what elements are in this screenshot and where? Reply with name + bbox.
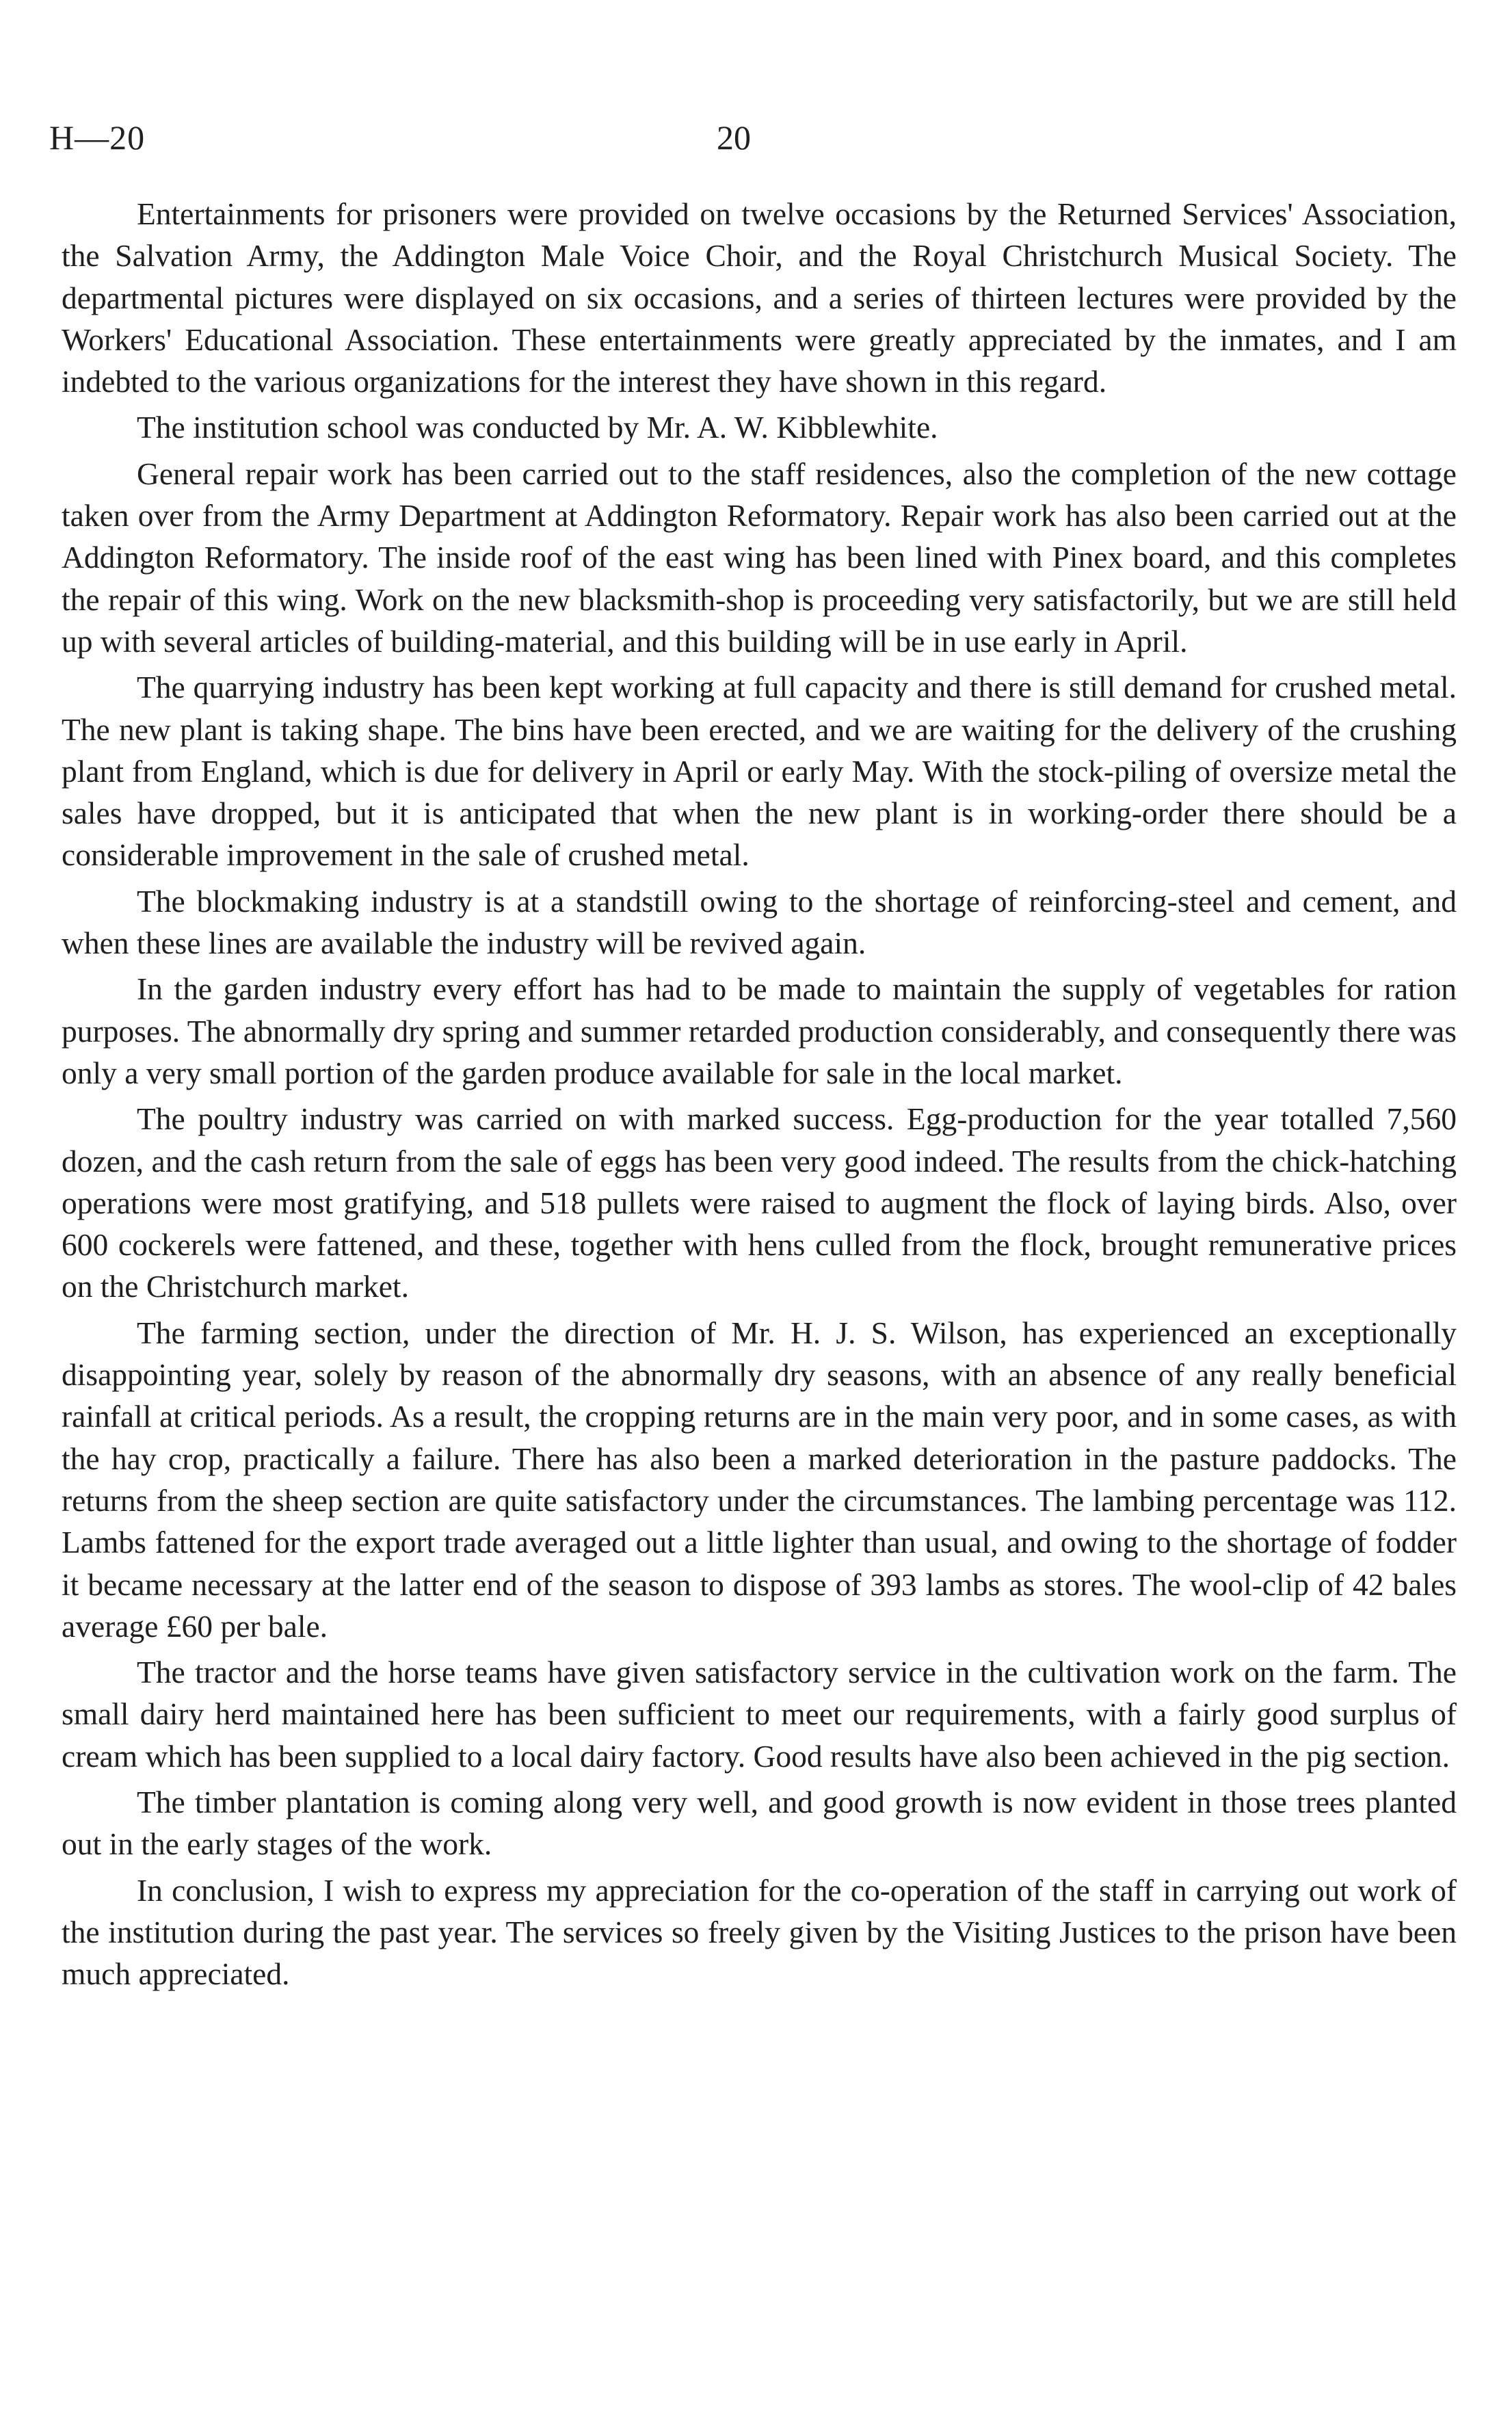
report-reference: H—20 [49, 118, 146, 157]
page-number: 20 [717, 118, 751, 157]
paragraph-school: The institution school was conducted by Mr. A. W. Kibblewhite. [137, 410, 938, 445]
paragraph-timber: The timber plantation is coming along very well, and good growth is now evident in those trees planted out in the early stages of the work. [62, 1784, 1457, 1862]
paragraph-conclusion: In conclusion, I wish to express my appreciation for the co-operation of the staff in carrying out work of the institution during the past year. The services so freely given by the Visiting Justices to the prison have been much appreciated. [62, 1872, 1457, 1992]
paragraph-garden: In the garden industry every effort has had to be made to maintain the supply of vegetables for ration purposes. The abnormally dry spring and summer retarded production considerably, and consequently there was only a very small portion of the garden produce available for sale in the local market. [62, 971, 1457, 1090]
paragraph-quarrying: The quarrying industry has been kept working at full capacity and there is still demand for crushed metal. The new plant is taking shape. The bins have been erected, and we are waiting for the delivery of the crushing plant from England, which is due for delivery in April or early May. With the stock-piling of oversize metal the sales have dropped, but it is anticipated that when the new plant is in working-order there should be a considerable improvement in the sale of crushed metal. [62, 670, 1457, 873]
paragraph-repair-work: General repair work has been carried out to the staff residences, also the completion of the new cottage taken over from the Army Department at Addington Reformatory. Repair work has also been carried out at the Addington Reformatory. The inside roof of the east wing has been lined with Pinex board, and this completes the repair of this wing. Work on the new blacksmith-shop is proceeding very satisfactorily, but we are still held up with several articles of building-material, and this building will be in use early in April. [62, 456, 1457, 659]
paragraph-entertainments: Entertainments for prisoners were provided on twelve occasions by the Returned Services' Association, the Salvation Army, the Addington Male Voice Choir, and the Royal Christchurch Musical Society. The departmental pictures were displayed on six occasions, and a series of thirteen lectures were provided by the Workers' Educational Association. These entertainments were greatly appreciated by the inmates, and I am indebted to the various organizations for the interest they have shown in this regard. [62, 196, 1457, 399]
paragraph-farming: The farming section, under the direction of Mr. H. J. S. Wilson, has experienced an exceptionally disappointing year, solely by reason of the abnormally dry seasons, with an absence of any really beneficial rainfall at critical periods. As a result, the cropping returns are in the main very poor, and in some cases, as with the hay crop, practically a failure. There has also been a marked deterioration in the pasture paddocks. The returns from the sheep section are quite satisfactory under the circumstances. The lambing percentage was 112. Lambs fattened for the export trade averaged out a little lighter than usual, and owing to the shortage of fodder it became necessary at the latter end of the season to dispose of 393 lambs as stores. The wool-clip of 42 bales average £60 per bale. [62, 1315, 1457, 1644]
paragraph-blockmaking: The blockmaking industry is at a standstill owing to the shortage of reinforcing-steel and cement, and when these lines are available the industry will be revived again. [62, 883, 1457, 961]
paragraph-tractor-dairy: The tractor and the horse teams have given satisfactory service in the cultivation work on the farm. The small dairy herd maintained here has been sufficient to meet our requirements, with a fairly good surplus of cream which has been supplied to a local dairy factory. Good results have also been achieved in the pig section. [62, 1655, 1457, 1774]
report-body [62, 193, 1457, 1999]
paragraph-poultry: The poultry industry was carried on with marked success. Egg-production for the year totalled 7,560 dozen, and the cash return from the sale of eggs has been very good indeed. The results from the chick-hatching operations were most gratifying, and 518 pullets were raised to augment the flock of laying birds. Also, over 600 cockerels were fattened, and these, together with hens culled from the flock, brought remunerative prices on the Christchurch market. [62, 1101, 1457, 1304]
